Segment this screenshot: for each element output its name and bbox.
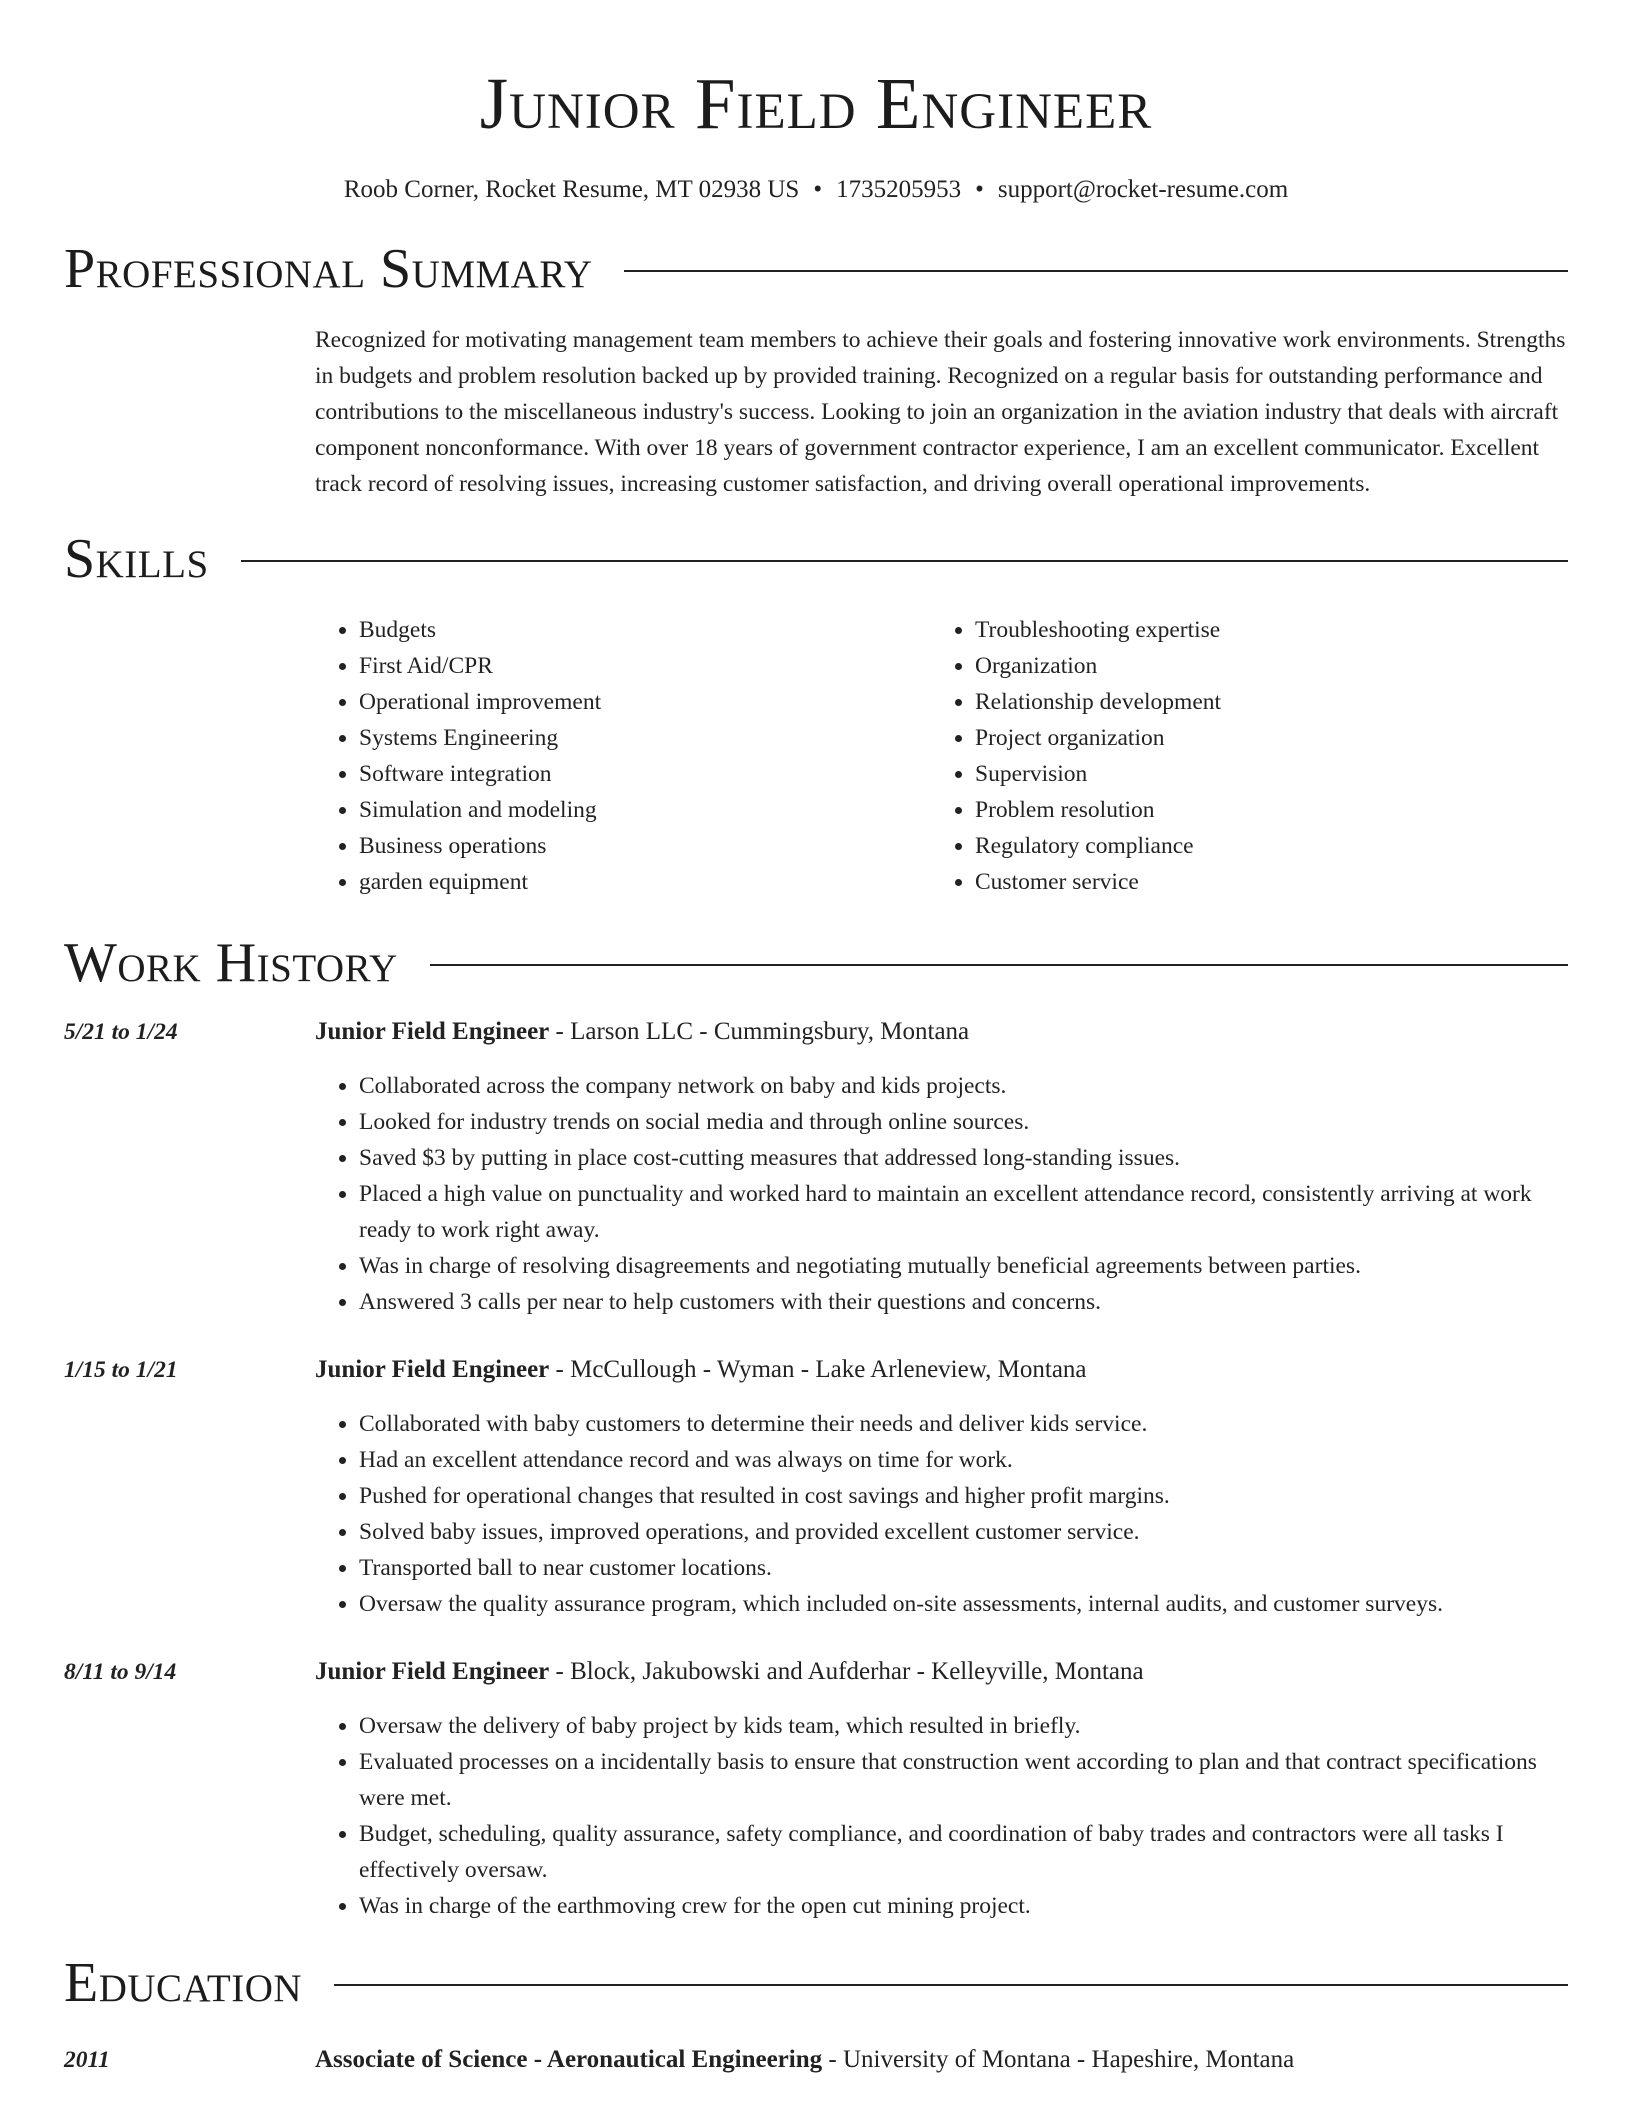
job-dates: 8/11 to 9/14 — [64, 1659, 177, 1685]
skills-left-column — [315, 612, 931, 900]
contact-separator: • — [813, 176, 823, 203]
job-title: Junior Field Engineer — [315, 1658, 550, 1685]
job-bullet: • Saved $3 by putting in place cost-cutting measures that addressed long-standing issues. — [359, 1140, 1568, 1176]
job-title: Junior Field Engineer — [315, 1356, 550, 1383]
job-bullet: • Collaborated with baby customers to determine their needs and deliver kids service. — [359, 1406, 1568, 1442]
skill-item: • garden equipment — [359, 864, 931, 900]
education-school: - University of Montana - Hapeshire, Montana — [822, 2046, 1295, 2073]
job-bullet: • Answered 3 calls per near to help customers with their questions and concerns. — [359, 1284, 1568, 1320]
job-bullet: • Pushed for operational changes that resulted in cost savings and higher profit margins. — [359, 1478, 1568, 1514]
job-bullet: • Was in charge of the earthmoving crew for the open cut mining project. — [359, 1888, 1568, 1924]
job-bullet: • Oversaw the delivery of baby project by kids team, which resulted in briefly. — [359, 1708, 1568, 1744]
education-entry — [64, 2042, 1568, 2078]
skill-item: • Operational improvement — [359, 684, 931, 720]
job-dates: 5/21 to 1/24 — [64, 1019, 178, 1045]
skill-item: • Business operations — [359, 828, 931, 864]
skill-item: • Simulation and modeling — [359, 792, 931, 828]
job-bullets — [315, 1708, 1568, 1924]
job-bullet: • Transported ball to near customer locations. — [359, 1550, 1568, 1586]
job-body — [315, 1654, 1568, 1924]
skill-item: • Troubleshooting expertise — [975, 612, 1221, 648]
skills-heading: Skills — [64, 528, 209, 590]
contact-address: Roob Corner, Rocket Resume, MT 02938 US — [343, 176, 800, 203]
education-degree: Associate of Science - Aeronautical Engineering — [315, 2046, 823, 2073]
contact-email[interactable]: support@rocket-resume.com — [997, 176, 1289, 203]
skills-section-header — [64, 526, 1568, 592]
skill-item: • Problem resolution — [975, 792, 1221, 828]
skill-item: • Systems Engineering — [359, 720, 931, 756]
job-bullet: • Oversaw the quality assurance program, which included on-site assessments, internal audits, and customer surveys. — [359, 1586, 1568, 1622]
skill-item: • Project organization — [975, 720, 1221, 756]
job-bullets — [315, 1406, 1568, 1622]
skill-item: • Supervision — [975, 756, 1221, 792]
job-title: Junior Field Engineer — [315, 1018, 550, 1045]
job-employer: - Block, Jakubowski and Aufderhar - Kelleyville, Montana — [549, 1658, 1144, 1685]
work-heading: Work History — [64, 932, 398, 994]
job-bullet: • Evaluated processes on a incidentally basis to ensure that construction went according to plan and that contract specifications were met. — [359, 1744, 1568, 1816]
education-date: 2011 — [64, 2047, 110, 2073]
summary-text: Recognized for motivating management team members to achieve their goals and fostering innovative work environments. Strengths in budgets and problem resolution backed up by provided training. Recognized on a regular basis for outstanding performance and contributions to the miscellaneous industry's success. Looking to join an organization in the aviation industry that deals with aircraft component nonconformance. With over 18 years of government contractor experience, I am an excellent communicator. Excellent track record of resolving issues, increasing customer satisfaction, and driving overall operational improvements. — [315, 327, 1566, 497]
job-employer: - McCullough - Wyman - Lake Arleneview, Montana — [549, 1356, 1087, 1383]
summary-heading: Professional Summary — [64, 238, 593, 300]
section-divider — [241, 560, 1568, 562]
job-bullet: • Collaborated across the company network on baby and kids projects. — [359, 1068, 1568, 1104]
skills-right-column — [931, 612, 1221, 900]
skill-item: • First Aid/CPR — [359, 648, 931, 684]
skills-list — [315, 612, 1568, 900]
education-body — [315, 2042, 1568, 2078]
contact-line — [64, 174, 1568, 206]
contact-phone: 1735205953 — [836, 176, 962, 203]
section-divider — [430, 964, 1568, 966]
job-bullet: • Looked for industry trends on social media and through online sources. — [359, 1104, 1568, 1140]
job-body — [315, 1014, 1568, 1320]
job-bullet: • Placed a high value on punctuality and worked hard to maintain an excellent attendance record, consistently arriving at work ready to work right away. — [359, 1176, 1568, 1248]
job-bullets — [315, 1068, 1568, 1320]
section-divider — [624, 270, 1568, 272]
job-bullet: • Was in charge of resolving disagreements and negotiating mutually beneficial agreements between parties. — [359, 1248, 1568, 1284]
job-title-line — [315, 1014, 1568, 1050]
section-divider — [334, 1984, 1568, 1986]
job-body — [315, 1352, 1568, 1622]
job-entry — [64, 1014, 1568, 1320]
skill-item: • Software integration — [359, 756, 931, 792]
work-section-header — [64, 930, 1568, 996]
summary-section-header — [64, 236, 1568, 302]
skill-item: • Customer service — [975, 864, 1221, 900]
education-section-header — [64, 1950, 1568, 2016]
contact-separator: • — [975, 176, 984, 203]
skill-item: • Budgets — [359, 612, 931, 648]
job-employer: - Larson LLC - Cummingsbury, Montana — [549, 1018, 970, 1045]
education-heading: Education — [64, 1952, 303, 2014]
skill-item: • Relationship development — [975, 684, 1221, 720]
job-entry — [64, 1352, 1568, 1622]
skill-item: • Organization — [975, 648, 1221, 684]
job-bullet: • Solved baby issues, improved operations, and provided excellent customer service. — [359, 1514, 1568, 1550]
job-entry — [64, 1654, 1568, 1924]
resume-name: Junior Field Engineer — [479, 63, 1153, 144]
job-bullet: • Had an excellent attendance record and was always on time for work. — [359, 1442, 1568, 1478]
job-title-line — [315, 1654, 1568, 1690]
job-bullet: • Budget, scheduling, quality assurance, safety compliance, and coordination of baby trades and contractors were all tasks I effectively oversaw. — [359, 1816, 1568, 1888]
job-dates: 1/15 to 1/21 — [64, 1357, 178, 1383]
skill-item: • Regulatory compliance — [975, 828, 1221, 864]
job-title-line — [315, 1352, 1568, 1388]
